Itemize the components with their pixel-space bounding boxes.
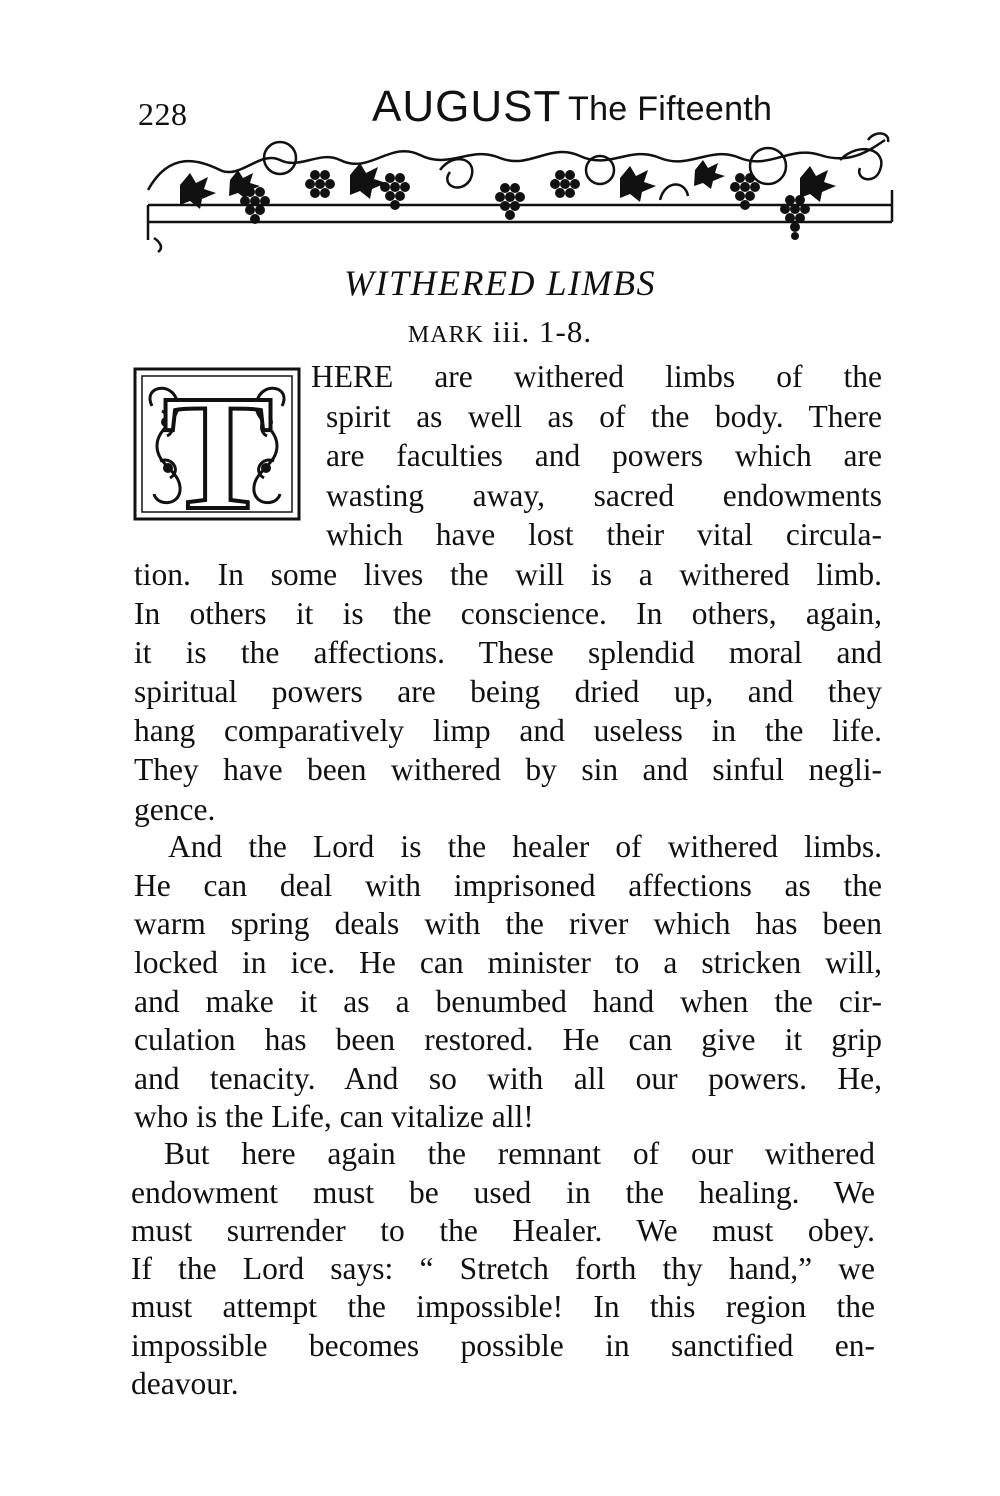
grapevine-banner-ornament	[140, 130, 900, 255]
text-line: HERE are withered limbs of the	[311, 359, 882, 394]
text-line: In others it is the conscience. In others, again,	[134, 596, 882, 631]
reference-book: MARK	[407, 322, 484, 348]
text-line: impossible becomes possible in sanctified en-	[131, 1328, 875, 1363]
text-line: and tenacity. And so with all our powers. He,	[134, 1061, 882, 1096]
text-line: who is the Life, can vitalize all!	[134, 1099, 534, 1134]
text-line: spirit as well as of the body. There	[326, 399, 882, 434]
header-month: AUGUST	[372, 82, 562, 131]
reference-chapter-verse: iii. 1-8.	[492, 314, 593, 349]
text-line: it is the affections. These splendid moral and	[134, 635, 882, 670]
text-line: locked in ice. He can minister to a stricken will,	[134, 945, 882, 980]
text-line: They have been withered by sin and sinful negli-	[134, 752, 882, 787]
text-line: culation has been restored. He can give it grip	[134, 1022, 882, 1057]
drop-cap-ornament	[132, 366, 304, 524]
text-line: He can deal with imprisoned affections as the	[134, 868, 882, 903]
text-line: tion. In some lives the will is a withered limb.	[134, 557, 882, 592]
section-title: WITHERED LIMBS	[344, 263, 656, 303]
running-header	[0, 78, 1000, 138]
text-line: warm spring deals with the river which has been	[134, 906, 882, 941]
text-line: hang comparatively limp and useless in the life.	[134, 713, 882, 748]
scripture-reference	[0, 314, 1000, 350]
text-line: which have lost their vital circula-	[326, 517, 882, 552]
text-line: If the Lord says: “ Stretch forth thy hand,” we	[131, 1251, 875, 1286]
text-line: spiritual powers are being dried up, and they	[134, 674, 882, 709]
text-line: And the Lord is the healer of withered limbs.	[168, 829, 882, 864]
header-day: The Fifteenth	[568, 90, 773, 128]
page-number: 228	[138, 96, 188, 132]
text-line: But here again the remnant of our withered	[164, 1136, 875, 1171]
text-line: and make it as a benumbed hand when the cir-	[134, 984, 882, 1019]
text-line: gence.	[134, 792, 216, 827]
text-line: deavour.	[131, 1366, 239, 1401]
text-line: must attempt the impossible! In this region the	[131, 1289, 875, 1324]
text-line: are faculties and powers which are	[326, 438, 882, 473]
text-line: must surrender to the Healer. We must obey.	[131, 1213, 875, 1248]
text-line: endowment must be used in the healing. We	[131, 1175, 875, 1210]
drop-cap-letter: T	[162, 366, 274, 524]
text-line: wasting away, sacred endowments	[326, 478, 882, 513]
